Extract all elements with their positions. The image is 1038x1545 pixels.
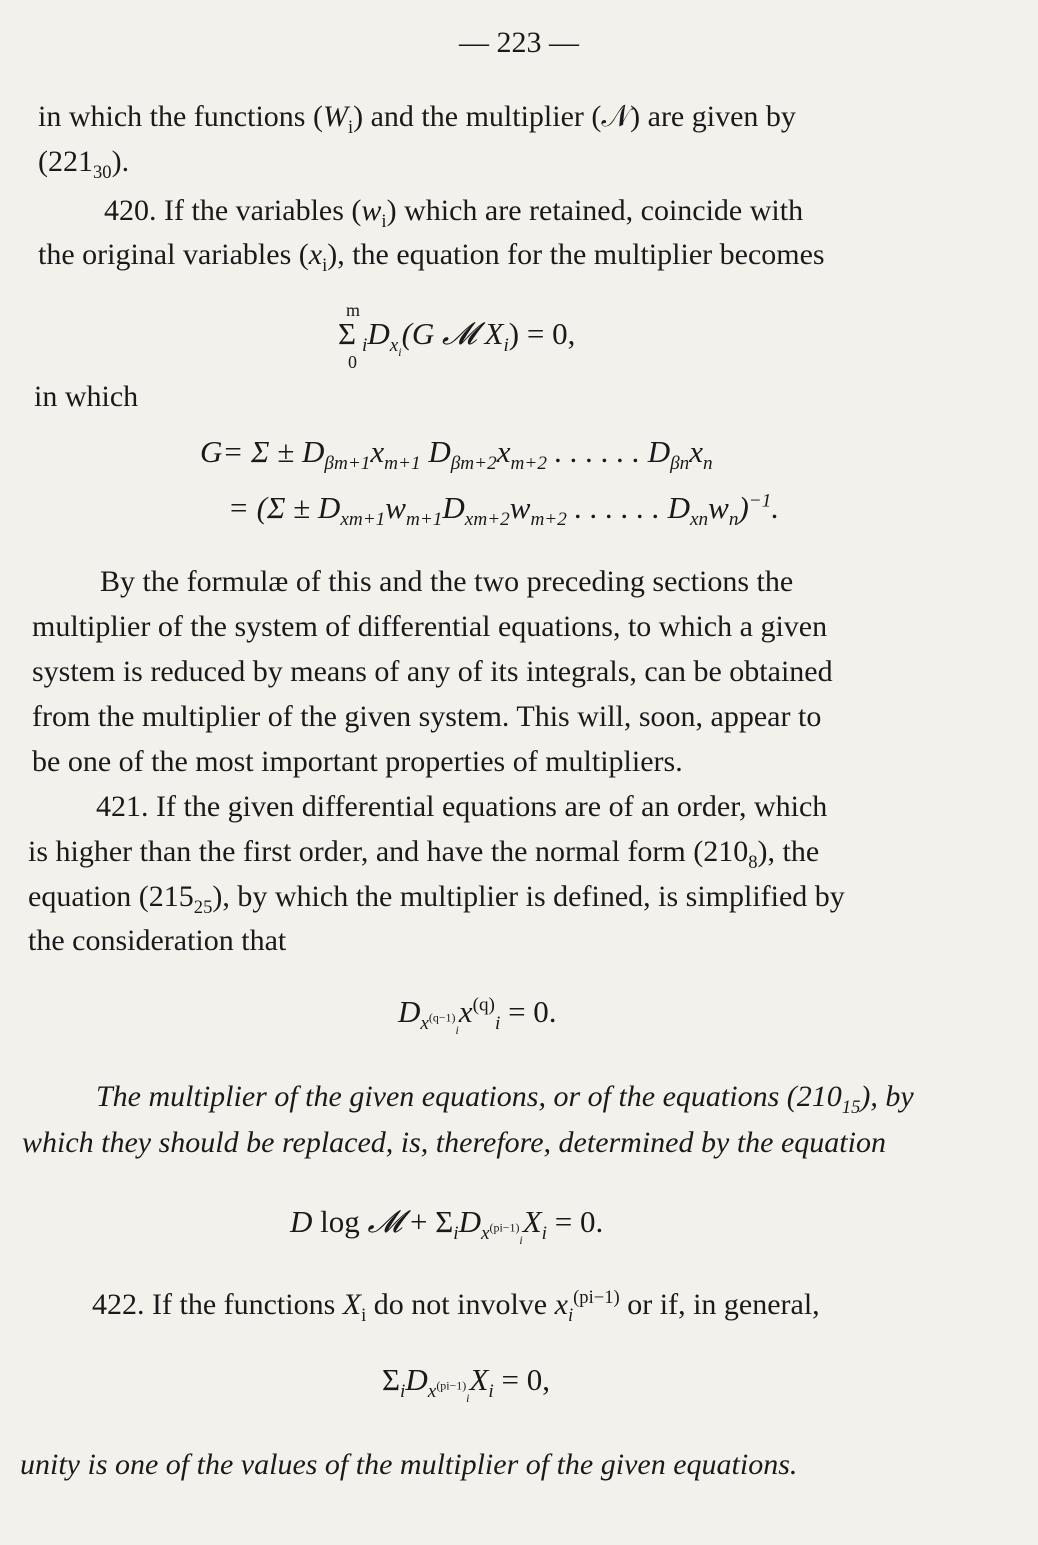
superscript: −1 <box>748 490 772 512</box>
math-symbol: D <box>367 316 390 351</box>
paragraph-line: system is reduced by means of any of its integrals, can be obtained <box>32 655 833 688</box>
math-symbol: G <box>200 434 223 469</box>
equation-G-line1 <box>200 434 713 475</box>
paragraph-line <box>38 100 796 138</box>
equation-derivative-zero <box>398 994 557 1038</box>
text: 422. If the functions <box>92 1288 343 1321</box>
text: ). <box>111 145 130 178</box>
superscript: (pi−1) <box>573 1287 620 1308</box>
math-text: . <box>771 490 780 525</box>
text: equation (215 <box>28 880 194 913</box>
math-symbol: X <box>469 1362 489 1397</box>
conclusion-text: unity is one of the values of the multiplier of the given equations. <box>20 1448 798 1481</box>
math-text: (G 𝓜 X <box>401 316 504 351</box>
text: ) and the multiplier ( <box>353 100 602 133</box>
math-symbol: D <box>442 490 465 525</box>
subscript: x <box>481 1223 490 1245</box>
subscript: βm+2 <box>450 453 497 475</box>
math-symbol: D <box>458 1204 482 1239</box>
italic-paragraph-line: which they should be replaced, is, therefore, determined by the equation <box>22 1126 886 1159</box>
subscript: i <box>494 1013 501 1035</box>
paragraph-line: By the formulæ of this and the two preceding sections the <box>100 565 794 598</box>
subscript: i <box>453 1223 459 1245</box>
subscript: i <box>455 1023 459 1038</box>
subscript: i <box>361 1305 367 1326</box>
italic-paragraph-line <box>96 1080 914 1118</box>
subscript: x <box>427 1381 437 1403</box>
subscript: m+1 <box>384 453 421 475</box>
paragraph-line: from the multiplier of the given system. This will, soon, appear to <box>32 700 822 733</box>
subscript: 25 <box>193 897 213 918</box>
subscript: i <box>362 335 368 357</box>
text: ) which are retained, coincide with <box>386 194 804 227</box>
subscript: 8 <box>748 852 758 873</box>
math-symbol: x <box>689 434 704 469</box>
math-text: . . . . . . D <box>566 490 691 525</box>
subscript: x <box>389 335 399 357</box>
equation-G-line2 <box>228 490 780 531</box>
subscript: i <box>398 345 402 360</box>
paragraph-line <box>38 145 130 183</box>
math-symbol: x <box>496 434 511 469</box>
text: (221 <box>38 145 93 178</box>
text: or if, in general, <box>619 1288 820 1321</box>
text: is higher than the first order, and have the normal form (210 <box>28 835 749 868</box>
in-which-text: in which <box>34 380 139 413</box>
subscript: x <box>420 1013 429 1035</box>
section-421-line <box>28 835 820 873</box>
math-text: ) <box>738 490 749 525</box>
section-421-line: the consideration that <box>28 924 287 957</box>
subscript: i <box>347 117 354 138</box>
math-symbol: w <box>708 490 729 525</box>
subscript: βn <box>670 453 690 475</box>
superscript: (q) <box>472 994 495 1016</box>
math-symbol: D <box>398 994 421 1029</box>
subscript: i <box>466 1391 470 1406</box>
sum-lower-limit: 0 <box>348 352 357 372</box>
subscript: i <box>541 1223 547 1245</box>
math-symbol: 𝓜 <box>367 1204 403 1239</box>
text: ), by <box>860 1080 914 1113</box>
equation-log-multiplier <box>290 1204 604 1248</box>
page-number: — 223 — <box>459 26 579 59</box>
subscript: i <box>519 1233 523 1248</box>
math-text: = (Σ ± D <box>228 490 341 525</box>
paragraph-line: multiplier of the system of differential equations, to which a given <box>32 610 828 643</box>
sum-symbol: Σ <box>382 1362 401 1397</box>
math-symbol: W <box>322 100 348 133</box>
subscript: n <box>728 509 739 531</box>
text: ) are given by <box>630 100 796 133</box>
equation-sum-zero <box>382 1362 550 1406</box>
subscript: i <box>381 211 387 232</box>
subscript: i <box>488 1381 494 1403</box>
section-420-line <box>38 238 825 276</box>
sum-upper-limit: m <box>346 300 361 320</box>
math-symbol: x <box>370 434 385 469</box>
section-421-line <box>28 880 845 918</box>
math-symbol: x <box>308 238 323 271</box>
subscript: xm+1 <box>340 509 386 531</box>
math-symbol: X <box>522 1204 542 1239</box>
text: ), by which the multiplier is defined, is simplified by <box>212 880 845 913</box>
math-text: + Σ <box>402 1204 454 1239</box>
section-420-line <box>104 194 804 232</box>
math-symbol: D <box>290 1204 313 1239</box>
math-symbol: w <box>361 194 382 227</box>
superscript: (q−1) <box>428 1010 456 1025</box>
sum-symbol: Σ <box>338 316 357 351</box>
subscript: m+2 <box>530 509 567 531</box>
subscript: m+2 <box>510 453 547 475</box>
text: do not involve <box>366 1288 555 1321</box>
superscript: (pi−1) <box>489 1220 520 1235</box>
math-symbol: D <box>405 1362 428 1397</box>
math-text: log <box>312 1204 368 1239</box>
math-symbol: X <box>342 1288 362 1321</box>
text: The multiplier of the given equations, or of the equations (210 <box>96 1080 842 1113</box>
math-symbol: w <box>509 490 531 525</box>
subscript: βm+1 <box>324 453 371 475</box>
subscript: xn <box>690 509 709 531</box>
math-symbol: D <box>428 434 451 469</box>
text: 420. If the variables ( <box>104 194 362 227</box>
math-text: ) = 0, <box>508 316 576 351</box>
subscript: m+1 <box>405 509 443 531</box>
math-symbol: w <box>385 490 406 525</box>
paragraph-line: be one of the most important properties of multipliers. <box>32 745 683 778</box>
text: ), the equation for the multiplier becomes <box>327 238 825 271</box>
math-text: = Σ ± D <box>222 434 325 469</box>
math-symbol: x <box>554 1288 568 1321</box>
subscript: 15 <box>841 1097 861 1118</box>
superscript: (pi−1) <box>436 1378 467 1393</box>
subscript: i <box>567 1305 574 1326</box>
math-text: . . . . . . D <box>546 434 671 469</box>
section-421-line: 421. If the given differential equations are of an order, which <box>96 790 828 823</box>
math-text: = 0. <box>547 1204 604 1239</box>
subscript: xm+2 <box>464 509 510 531</box>
section-422-line <box>92 1287 820 1326</box>
subscript: i <box>503 335 509 357</box>
text: in which the functions ( <box>38 100 323 133</box>
subscript: n <box>703 453 713 475</box>
text: ), the <box>757 835 820 868</box>
text: the original variables ( <box>38 238 309 271</box>
math-text: = 0. <box>500 994 557 1029</box>
math-symbol: 𝒩 <box>601 100 631 133</box>
math-text: = 0, <box>493 1362 550 1397</box>
equation-multiplier <box>338 300 738 370</box>
subscript: i <box>322 255 328 276</box>
subscript: i <box>400 1381 406 1403</box>
math-symbol: x <box>458 994 473 1029</box>
subscript: 30 <box>93 162 112 183</box>
